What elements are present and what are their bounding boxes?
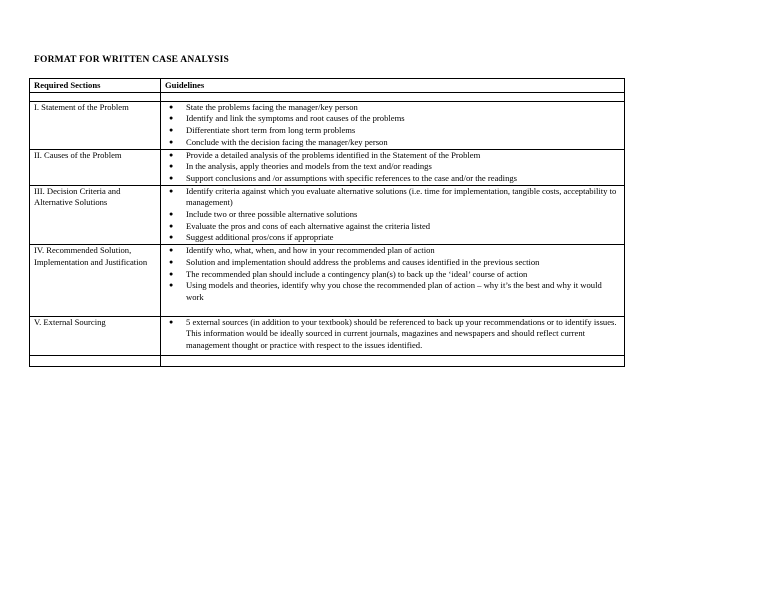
header-guidelines: Guidelines bbox=[161, 79, 625, 93]
section-cell: V. External Sourcing bbox=[30, 316, 161, 355]
section-cell: II. Causes of the Problem bbox=[30, 149, 161, 185]
list-item: ● Identify and link the symptoms and root causes of the problems bbox=[169, 113, 405, 124]
table-row bbox=[30, 185, 625, 245]
guidelines-list bbox=[165, 150, 620, 185]
list-item: ● Identify who, what, when, and how in your recommended plan of action bbox=[169, 245, 435, 256]
table-row bbox=[30, 149, 625, 185]
guidelines-list bbox=[165, 186, 620, 245]
list-item: ● Evaluate the pros and cons of each alternative against the criteria listed bbox=[169, 220, 431, 231]
list-item: ● State the problems facing the manager/key person bbox=[169, 101, 358, 112]
list-item: ● Identify criteria against which you evaluate alternative solutions (i.e. time for implementation, tangible costs, acceptability to management) bbox=[169, 185, 617, 208]
guidelines-list bbox=[165, 245, 620, 304]
table-row bbox=[30, 101, 625, 149]
section-cell: IV. Recommended Solution, Implementation and Justification bbox=[30, 245, 161, 317]
list-item: ● In the analysis, apply theories and models from the text and/or readings bbox=[169, 161, 432, 172]
bullet-icon: ● bbox=[169, 162, 174, 171]
section-cell: I. Statement of the Problem bbox=[30, 101, 161, 149]
list-item: ● Using models and theories, identify why you chose the recommended plan of action – why it’s the best and why it would work bbox=[169, 280, 602, 302]
bullet-icon: ● bbox=[169, 186, 174, 195]
bullet-icon: ● bbox=[169, 221, 174, 230]
guidelines-cell bbox=[161, 149, 625, 185]
list-item: ● The recommended plan should include a contingency plan(s) to back up the ‘ideal’ course of action bbox=[169, 268, 528, 279]
list-item: ● Conclude with the decision facing the manager/key person bbox=[169, 136, 388, 147]
guidelines-cell bbox=[161, 185, 625, 245]
guidelines-list bbox=[165, 102, 620, 149]
list-item: ● Include two or three possible alternative solutions bbox=[169, 209, 358, 220]
list-item: ● Provide a detailed analysis of the problems identified in the Statement of the Problem bbox=[169, 149, 481, 160]
document-title: FORMAT FOR WRITTEN CASE ANALYSIS bbox=[34, 55, 230, 65]
bullet-icon: ● bbox=[169, 246, 174, 255]
section-cell: III. Decision Criteria and Alternative Solutions bbox=[30, 185, 161, 245]
header-required-sections: Required Sections bbox=[30, 79, 161, 93]
table-row bbox=[30, 245, 625, 317]
bullet-icon: ● bbox=[169, 269, 174, 278]
spacer-row bbox=[30, 92, 625, 101]
header-row bbox=[30, 79, 625, 93]
bullet-icon: ● bbox=[169, 257, 174, 266]
bullet-icon: ● bbox=[169, 150, 174, 159]
guidelines-cell bbox=[161, 245, 625, 317]
guidelines-list bbox=[165, 317, 620, 352]
table-row bbox=[30, 316, 625, 355]
guidelines-cell bbox=[161, 316, 625, 355]
list-item: ● Support conclusions and /or assumptions with specific references to the case and/or the readings bbox=[169, 172, 518, 183]
bullet-icon: ● bbox=[169, 317, 174, 326]
bullet-icon: ● bbox=[169, 210, 174, 219]
empty-row bbox=[30, 355, 625, 366]
list-item: ● Differentiate short term from long term problems bbox=[169, 125, 356, 136]
list-item: ● Solution and implementation should address the problems and causes identified in the previous section bbox=[169, 256, 540, 267]
bullet-icon: ● bbox=[169, 137, 174, 146]
case-analysis-table bbox=[29, 78, 625, 367]
bullet-icon: ● bbox=[169, 114, 174, 123]
list-item: ● 5 external sources (in addition to your textbook) should be referenced to back up your recommendations or to identify issues. This information would be ideally sourced in current journals, magazines and newspapers and should reflect current management thought or practice with respect to the issues identified. bbox=[169, 316, 617, 351]
bullet-icon: ● bbox=[169, 281, 174, 290]
bullet-icon: ● bbox=[169, 126, 174, 135]
guidelines-cell bbox=[161, 101, 625, 149]
bullet-icon: ● bbox=[169, 233, 174, 242]
list-item: ● Suggest additional pros/cons if appropriate bbox=[169, 232, 334, 243]
bullet-icon: ● bbox=[169, 102, 174, 111]
bullet-icon: ● bbox=[169, 173, 174, 182]
